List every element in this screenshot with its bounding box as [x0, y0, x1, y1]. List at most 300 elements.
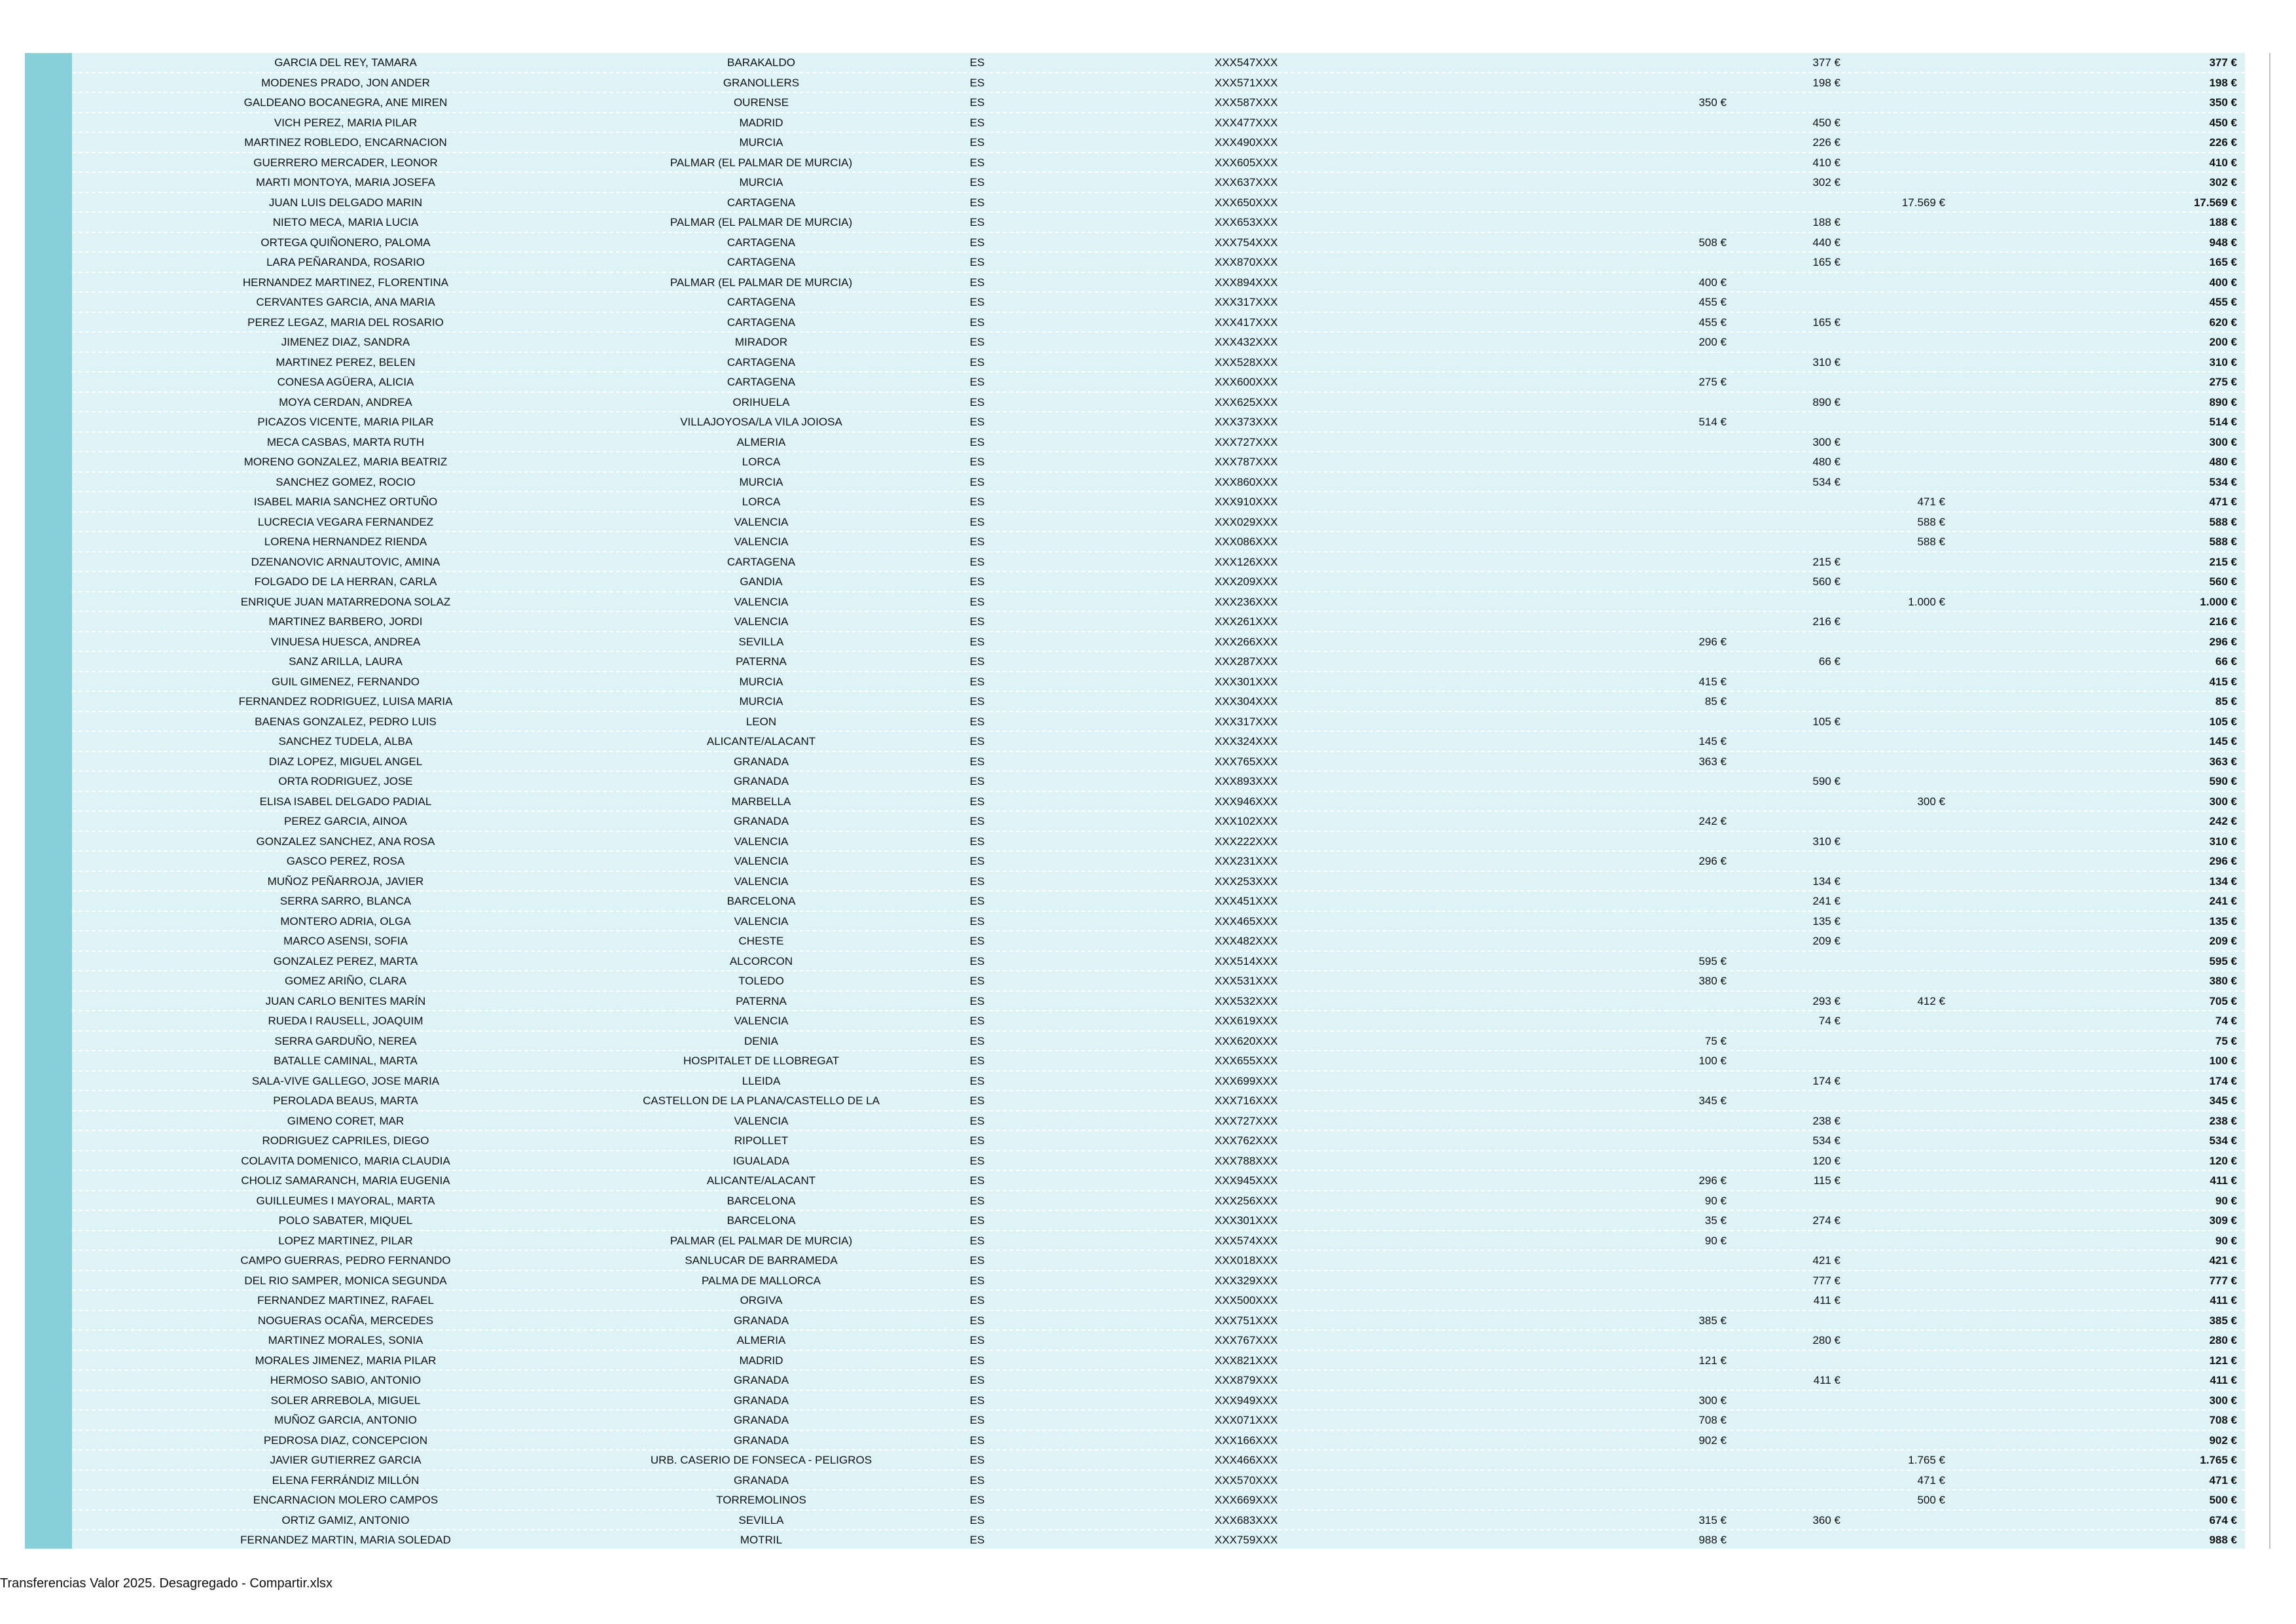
id-cell: XXX531XXX [1214, 975, 1278, 987]
amount-col2: 216 € [1812, 615, 1840, 628]
table-row [25, 1032, 2245, 1052]
country-cell: ES [969, 496, 985, 508]
country-cell: ES [969, 675, 985, 688]
country-cell: ES [969, 1434, 985, 1447]
country-cell: ES [969, 1174, 985, 1187]
id-cell: XXX669XXX [1214, 1494, 1278, 1506]
total-cell: 300 € [2209, 435, 2237, 448]
country-cell: ES [969, 755, 985, 768]
footer-filename: Transferencias Valor 2025. Desagregado - Compartir.xlsx [0, 1576, 333, 1591]
id-cell: XXX860XXX [1214, 475, 1278, 488]
recipient-name: CHOLIZ SAMARANCH, MARIA EUGENIA [241, 1174, 450, 1187]
country-cell: ES [969, 895, 985, 907]
amount-col2: 280 € [1812, 1334, 1840, 1346]
amount-col1: 988 € [1698, 1534, 1727, 1546]
country-cell: ES [969, 1074, 985, 1087]
id-cell: XXX532XXX [1214, 994, 1278, 1007]
amount-col2: 360 € [1812, 1513, 1840, 1526]
total-cell: 363 € [2209, 755, 2237, 768]
total-cell: 350 € [2209, 96, 2237, 109]
total-cell: 455 € [2209, 296, 2237, 308]
recipient-name: PEREZ LEGAZ, MARIA DEL ROSARIO [247, 316, 444, 329]
recipient-name: ELENA FERRÁNDIZ MILLÓN [272, 1473, 420, 1487]
total-cell: 471 € [2209, 496, 2237, 508]
recipient-name: MORALES JIMENEZ, MARIA PILAR [255, 1354, 437, 1367]
recipient-name: GUILLEUMES I MAYORAL, MARTA [256, 1194, 435, 1207]
country-cell: ES [969, 535, 985, 548]
recipient-name: FERNANDEZ RODRIGUEZ, LUISA MARIA [238, 695, 453, 708]
city-cell: BARAKALDO [727, 56, 795, 69]
recipient-name: MARTI MONTOYA, MARIA JOSEFA [256, 176, 435, 189]
amount-col1: 296 € [1698, 635, 1727, 648]
amount-col1: 90 € [1704, 1234, 1727, 1247]
total-cell: 74 € [2215, 1015, 2237, 1027]
total-cell: 100 € [2209, 1055, 2237, 1067]
total-cell: 620 € [2209, 316, 2237, 329]
id-cell: XXX574XXX [1214, 1234, 1278, 1247]
table-row [25, 213, 2245, 233]
city-cell: GRANADA [733, 1314, 789, 1327]
table-row [25, 552, 2245, 573]
city-cell: ALCORCON [729, 954, 793, 967]
recipient-name: VINUESA HUESCA, ANDREA [270, 635, 421, 648]
amount-col2: 293 € [1812, 994, 1840, 1007]
total-cell: 90 € [2215, 1194, 2237, 1207]
amount-col2: 310 € [1812, 355, 1840, 369]
id-cell: XXX637XXX [1214, 176, 1278, 189]
table-row [25, 153, 2245, 173]
total-cell: 120 € [2209, 1154, 2237, 1167]
amount-col1: 508 € [1698, 236, 1727, 249]
table-row [25, 772, 2245, 792]
table-row [25, 173, 2245, 193]
id-cell: XXX945XXX [1214, 1174, 1278, 1187]
country-cell: ES [969, 456, 985, 468]
amount-col1: 345 € [1698, 1094, 1727, 1107]
table-row [25, 412, 2245, 433]
city-cell: VALENCIA [734, 1015, 789, 1027]
country-cell: ES [969, 715, 985, 728]
city-cell: PALMAR (EL PALMAR DE MURCIA) [670, 156, 853, 169]
total-cell: 1.000 € [2200, 595, 2237, 608]
city-cell: DENIA [744, 1034, 778, 1047]
table-row [25, 812, 2245, 832]
amount-col2: 135 € [1812, 914, 1840, 928]
recipient-name: BAENAS GONZALEZ, PEDRO LUIS [255, 715, 437, 728]
country-cell: ES [969, 1094, 985, 1107]
amount-col1: 385 € [1698, 1314, 1727, 1327]
total-cell: 345 € [2209, 1094, 2237, 1107]
total-cell: 902 € [2209, 1434, 2237, 1447]
table-row [25, 333, 2245, 353]
amount-col3: 588 € [1917, 535, 1945, 548]
id-cell: XXX304XXX [1214, 695, 1278, 708]
country-cell: ES [969, 1194, 985, 1207]
city-cell: ALMERIA [736, 1334, 786, 1346]
id-cell: XXX587XXX [1214, 96, 1278, 109]
country-cell: ES [969, 156, 985, 169]
country-cell: ES [969, 1394, 985, 1407]
amount-col2: 450 € [1812, 116, 1840, 129]
recipient-name: ORTEGA QUIÑONERO, PALOMA [260, 236, 431, 249]
id-cell: XXX727XXX [1214, 1114, 1278, 1127]
country-cell: ES [969, 1374, 985, 1386]
city-cell: MURCIA [739, 675, 783, 688]
total-cell: 309 € [2209, 1214, 2237, 1227]
table-row [25, 572, 2245, 592]
total-cell: 188 € [2209, 216, 2237, 228]
total-cell: 75 € [2215, 1034, 2237, 1047]
table-row [25, 612, 2245, 632]
country-cell: ES [969, 815, 985, 827]
country-cell: ES [969, 1034, 985, 1047]
total-cell: 385 € [2209, 1314, 2237, 1327]
total-cell: 674 € [2209, 1513, 2237, 1526]
id-cell: XXX256XXX [1214, 1194, 1278, 1207]
amount-col1: 315 € [1698, 1513, 1727, 1526]
id-cell: XXX683XXX [1214, 1513, 1278, 1526]
recipient-name: MUÑOZ GARCIA, ANTONIO [274, 1414, 417, 1426]
amount-col1: 75 € [1704, 1034, 1727, 1047]
table-row [25, 892, 2245, 912]
table-row [25, 971, 2245, 992]
city-cell: RIPOLLET [734, 1134, 789, 1147]
country-cell: ES [969, 555, 985, 568]
id-cell: XXX373XXX [1214, 416, 1278, 428]
city-cell: MIRADOR [734, 336, 788, 348]
id-cell: XXX451XXX [1214, 895, 1278, 907]
amount-col1: 455 € [1698, 316, 1727, 329]
table-row [25, 672, 2245, 693]
table-row [25, 452, 2245, 473]
country-cell: ES [969, 1015, 985, 1027]
city-cell: VALENCIA [734, 914, 789, 928]
id-cell: XXX317XXX [1214, 715, 1278, 728]
city-cell: GRANADA [733, 1434, 789, 1447]
recipient-name: DZENANOVIC ARNAUTOVIC, AMINA [251, 555, 440, 568]
recipient-name: GUERRERO MERCADER, LEONOR [253, 156, 438, 169]
amount-col2: 134 € [1812, 875, 1840, 888]
spreadsheet-page [25, 53, 2245, 1549]
total-cell: 198 € [2209, 76, 2237, 89]
recipient-name: PEROLADA BEAUS, MARTA [273, 1094, 418, 1107]
id-cell: XXX231XXX [1214, 855, 1278, 867]
amount-col2: 188 € [1812, 216, 1840, 228]
recipient-name: GOMEZ ARIÑO, CLARA [284, 975, 407, 987]
recipient-name: PEREZ GARCIA, AINOA [284, 815, 407, 827]
table-row [25, 73, 2245, 94]
country-cell: ES [969, 116, 985, 129]
recipient-name: GARCIA DEL REY, TAMARA [274, 56, 417, 69]
recipient-name: MUÑOZ PEÑARROJA, JAVIER [267, 875, 424, 888]
amount-col3: 17.569 € [1901, 196, 1945, 209]
city-cell: MOTRIL [740, 1534, 783, 1546]
city-cell: PATERNA [736, 994, 787, 1007]
table-row [25, 1431, 2245, 1451]
id-cell: XXX762XXX [1214, 1134, 1278, 1147]
total-cell: 310 € [2209, 355, 2237, 369]
total-cell: 165 € [2209, 256, 2237, 268]
id-cell: XXX500XXX [1214, 1294, 1278, 1307]
city-cell: SANLUCAR DE BARRAMEDA [685, 1254, 838, 1267]
country-cell: ES [969, 276, 985, 289]
total-cell: 411 € [2210, 1374, 2237, 1386]
total-cell: 238 € [2209, 1114, 2237, 1127]
id-cell: XXX946XXX [1214, 795, 1278, 808]
country-cell: ES [969, 1414, 985, 1426]
country-cell: ES [969, 595, 985, 608]
total-cell: 241 € [2209, 895, 2237, 907]
id-cell: XXX477XXX [1214, 116, 1278, 129]
recipient-name: FERNANDEZ MARTIN, MARIA SOLEDAD [240, 1534, 451, 1546]
country-cell: ES [969, 1214, 985, 1227]
city-cell: ALICANTE/ALACANT [706, 1174, 816, 1187]
table-row [25, 1171, 2245, 1191]
country-cell: ES [969, 256, 985, 268]
table-row [25, 1111, 2245, 1132]
amount-col1: 242 € [1698, 815, 1727, 827]
city-cell: CASTELLON DE LA PLANA/CASTELLO DE LA [643, 1094, 880, 1107]
total-cell: 296 € [2209, 635, 2237, 648]
amount-col2: 209 € [1812, 935, 1840, 947]
amount-col2: 215 € [1812, 555, 1840, 568]
country-cell: ES [969, 136, 985, 149]
country-cell: ES [969, 735, 985, 748]
amount-col1: 145 € [1698, 735, 1727, 748]
id-cell: XXX910XXX [1214, 496, 1278, 508]
city-cell: CARTAGENA [726, 256, 796, 268]
id-cell: XXX699XXX [1214, 1074, 1278, 1087]
country-cell: ES [969, 655, 985, 668]
recipient-name: MONTERO ADRIA, OLGA [280, 914, 411, 928]
table-row [25, 1311, 2245, 1331]
table-row [25, 1451, 2245, 1471]
city-cell: GRANADA [733, 1414, 789, 1426]
total-cell: 705 € [2209, 994, 2237, 1007]
amount-col2: 310 € [1812, 835, 1840, 848]
amount-col2: 890 € [1812, 395, 1840, 408]
id-cell: XXX018XXX [1214, 1254, 1278, 1267]
table-row [25, 253, 2245, 273]
total-cell: 890 € [2209, 395, 2237, 408]
recipient-name: MODENES PRADO, JON ANDER [261, 76, 430, 89]
amount-col1: 85 € [1704, 695, 1727, 708]
table-row [25, 692, 2245, 712]
country-cell: ES [969, 1134, 985, 1147]
amount-col2: 777 € [1812, 1274, 1840, 1287]
country-cell: ES [969, 336, 985, 348]
id-cell: XXX209XXX [1214, 575, 1278, 588]
amount-col2: 411 € [1813, 1294, 1840, 1307]
city-cell: PALMAR (EL PALMAR DE MURCIA) [670, 1234, 853, 1247]
id-cell: XXX417XXX [1214, 316, 1278, 329]
amount-col3: 588 € [1917, 515, 1945, 528]
recipient-name: LUCRECIA VEGARA FERNANDEZ [257, 515, 434, 528]
id-cell: XXX528XXX [1214, 355, 1278, 369]
table-row [25, 1011, 2245, 1032]
country-cell: ES [969, 1494, 985, 1506]
amount-col3: 500 € [1917, 1494, 1945, 1506]
city-cell: CARTAGENA [726, 316, 796, 329]
amount-col1: 300 € [1698, 1394, 1727, 1407]
recipient-name: CAMPO GUERRAS, PEDRO FERNANDO [240, 1254, 451, 1267]
recipient-name: CONESA AGÜERA, ALICIA [277, 376, 414, 388]
city-cell: SEVILLA [738, 635, 784, 648]
total-cell: 300 € [2209, 1394, 2237, 1407]
recipient-name: ISABEL MARIA SANCHEZ ORTUÑO [253, 496, 438, 508]
amount-col1: 514 € [1698, 416, 1727, 428]
city-cell: PALMAR (EL PALMAR DE MURCIA) [670, 216, 853, 228]
amount-col2: 105 € [1812, 715, 1840, 728]
total-cell: 380 € [2209, 975, 2237, 987]
table-row [25, 1211, 2245, 1231]
recipient-name: GIMENO CORET, MAR [287, 1114, 404, 1127]
id-cell: XXX949XXX [1214, 1394, 1278, 1407]
id-cell: XXX236XXX [1214, 595, 1278, 608]
amount-col3: 471 € [1917, 1473, 1945, 1487]
country-cell: ES [969, 1154, 985, 1167]
amount-col1: 902 € [1698, 1434, 1727, 1447]
city-cell: CARTAGENA [726, 236, 796, 249]
amount-col1: 200 € [1698, 336, 1727, 348]
table-row [25, 353, 2245, 373]
recipient-name: DEL RIO SAMPER, MONICA SEGUNDA [244, 1274, 447, 1287]
country-cell: ES [969, 1055, 985, 1067]
total-cell: 534 € [2209, 1134, 2237, 1147]
city-cell: MURCIA [739, 176, 783, 189]
id-cell: XXX482XXX [1214, 935, 1278, 947]
id-cell: XXX432XXX [1214, 336, 1278, 348]
id-cell: XXX655XXX [1214, 1055, 1278, 1067]
amount-col1: 455 € [1698, 296, 1727, 308]
table-row [25, 1231, 2245, 1252]
total-cell: 471 € [2209, 1473, 2237, 1487]
table-row [25, 313, 2245, 333]
amount-col1: 595 € [1698, 954, 1727, 967]
table-row [25, 712, 2245, 732]
table-row [25, 752, 2245, 772]
table-row [25, 1471, 2245, 1491]
city-cell: MARBELLA [731, 795, 791, 808]
city-cell: VALENCIA [734, 875, 789, 888]
recipient-name: SANZ ARILLA, LAURA [289, 655, 403, 668]
total-cell: 1.765 € [2200, 1454, 2237, 1466]
country-cell: ES [969, 1334, 985, 1346]
amount-col2: 115 € [1813, 1174, 1840, 1187]
country-cell: ES [969, 416, 985, 428]
table-row [25, 532, 2245, 552]
amount-col1: 415 € [1698, 675, 1727, 688]
country-cell: ES [969, 376, 985, 388]
transfer-table [25, 53, 2245, 1549]
country-cell: ES [969, 954, 985, 967]
amount-col1: 296 € [1698, 855, 1727, 867]
id-cell: XXX222XXX [1214, 835, 1278, 848]
city-cell: LEON [745, 715, 777, 728]
country-cell: ES [969, 1274, 985, 1287]
amount-col1: 121 € [1698, 1354, 1727, 1367]
table-row [25, 952, 2245, 972]
amount-col2: 410 € [1812, 156, 1840, 169]
city-cell: VALENCIA [734, 835, 789, 848]
id-cell: XXX751XXX [1214, 1314, 1278, 1327]
total-cell: 215 € [2209, 555, 2237, 568]
table-row [25, 832, 2245, 852]
city-cell: GRANADA [733, 1473, 789, 1487]
country-cell: ES [969, 96, 985, 109]
id-cell: XXX514XXX [1214, 954, 1278, 967]
id-cell: XXX754XXX [1214, 236, 1278, 249]
id-cell: XXX605XXX [1214, 156, 1278, 169]
total-cell: 200 € [2209, 336, 2237, 348]
amount-col1: 100 € [1698, 1055, 1727, 1067]
total-cell: 400 € [2209, 276, 2237, 289]
recipient-name: HERMOSO SABIO, ANTONIO [270, 1374, 422, 1386]
id-cell: XXX329XXX [1214, 1274, 1278, 1287]
table-row [25, 1251, 2245, 1271]
city-cell: CARTAGENA [726, 376, 796, 388]
city-cell: GRANADA [733, 1394, 789, 1407]
recipient-name: POLO SABATER, MIQUEL [278, 1214, 413, 1227]
total-cell: 174 € [2209, 1074, 2237, 1087]
amount-col1: 35 € [1704, 1214, 1727, 1227]
amount-col2: 226 € [1812, 136, 1840, 149]
total-cell: 275 € [2209, 376, 2237, 388]
table-row [25, 293, 2245, 313]
id-cell: XXX625XXX [1214, 395, 1278, 408]
city-cell: LORCA [742, 456, 781, 468]
amount-col2: 302 € [1812, 176, 1840, 189]
id-cell: XXX266XXX [1214, 635, 1278, 648]
table-row [25, 393, 2245, 413]
id-cell: XXX894XXX [1214, 276, 1278, 289]
recipient-name: PICAZOS VICENTE, MARIA PILAR [257, 416, 434, 428]
recipient-name: MORENO GONZALEZ, MARIA BEATRIZ [243, 456, 448, 468]
amount-col1: 380 € [1698, 975, 1727, 987]
recipient-name: BATALLE CAMINAL, MARTA [274, 1055, 418, 1067]
table-row [25, 1351, 2245, 1371]
country-cell: ES [969, 875, 985, 888]
city-cell: CARTAGENA [726, 555, 796, 568]
table-row [25, 1411, 2245, 1431]
city-cell: PATERNA [736, 655, 787, 668]
city-cell: VALENCIA [734, 855, 789, 867]
id-cell: XXX650XXX [1214, 196, 1278, 209]
recipient-name: ORTIZ GAMIZ, ANTONIO [281, 1513, 410, 1526]
total-cell: 560 € [2209, 575, 2237, 588]
recipient-name: GALDEANO BOCANEGRA, ANE MIREN [243, 96, 448, 109]
total-cell: 310 € [2209, 835, 2237, 848]
id-cell: XXX879XXX [1214, 1374, 1278, 1386]
id-cell: XXX893XXX [1214, 775, 1278, 787]
amount-col1: 363 € [1698, 755, 1727, 768]
recipient-name: JAVIER GUTIERREZ GARCIA [270, 1454, 422, 1466]
city-cell: LLEIDA [742, 1074, 781, 1087]
total-cell: 90 € [2215, 1234, 2237, 1247]
table-row [25, 492, 2245, 513]
country-cell: ES [969, 1254, 985, 1267]
country-cell: ES [969, 475, 985, 488]
amount-col2: 174 € [1812, 1074, 1840, 1087]
country-cell: ES [969, 355, 985, 369]
amount-col2: 590 € [1812, 775, 1840, 787]
total-cell: 17.569 € [2193, 196, 2237, 209]
total-cell: 415 € [2209, 675, 2237, 688]
recipient-name: JUAN CARLO BENITES MARÍN [265, 994, 426, 1007]
city-cell: MURCIA [739, 475, 783, 488]
country-cell: ES [969, 1114, 985, 1127]
amount-col2: 66 € [1818, 655, 1840, 668]
